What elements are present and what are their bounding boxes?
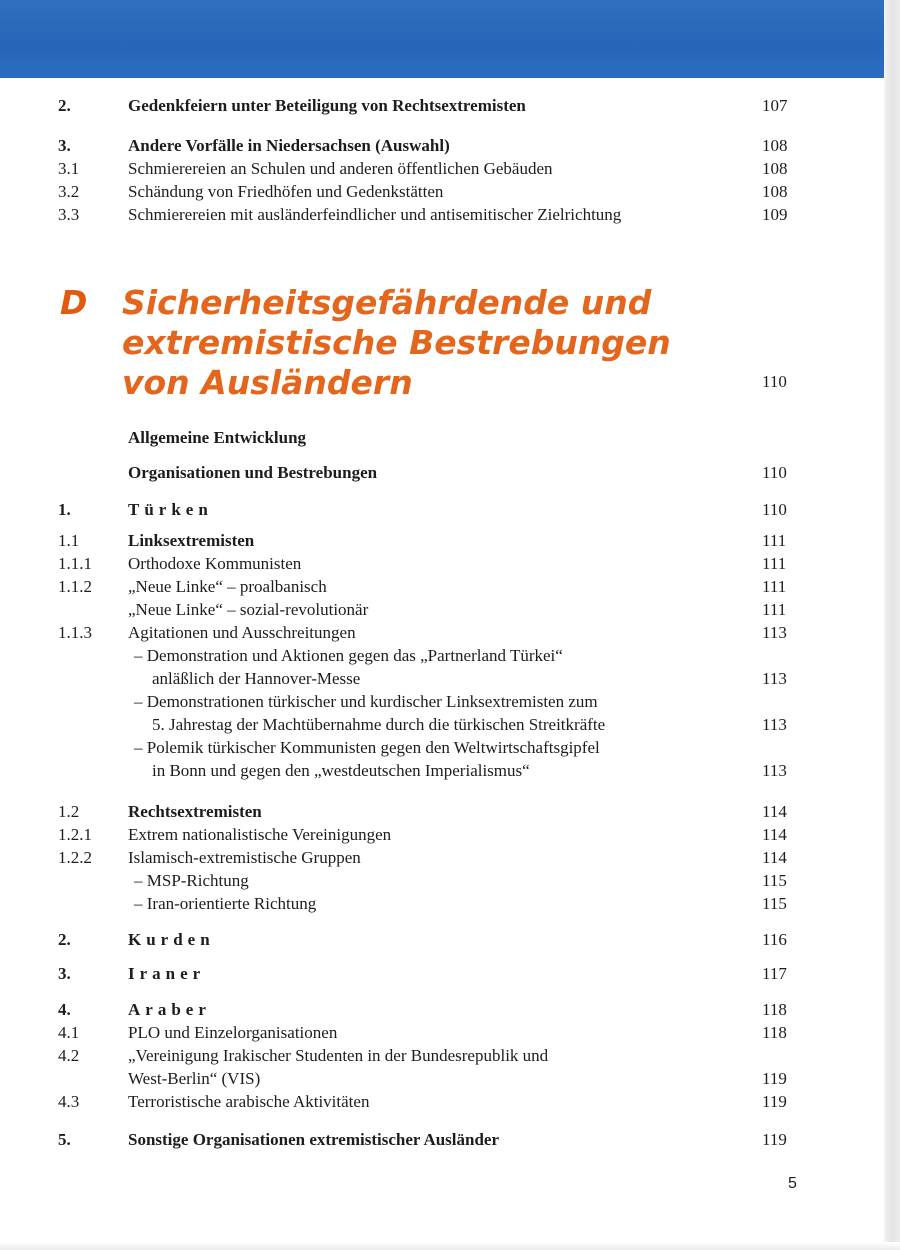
entry-title: Schmierereien mit ausländerfeindlicher und antisemitischer Zielrichtung	[128, 205, 622, 224]
entry-page: 108	[762, 136, 788, 155]
toc-entry	[0, 962, 900, 986]
entry-title: Andere Vorfälle in Niedersachsen (Auswahl)	[128, 136, 450, 155]
entry-title: Schändung von Friedhöfen und Gedenkstätten	[128, 182, 444, 201]
entry-number: 2.	[58, 96, 71, 115]
entry-page: 117	[762, 964, 787, 983]
toc-entry	[0, 426, 900, 450]
toc-entry	[0, 800, 900, 824]
toc-entry	[0, 998, 900, 1022]
toc-entry	[0, 846, 900, 870]
entry-page: 108	[762, 159, 788, 178]
entry-title: Organisationen und Bestrebungen	[128, 463, 378, 482]
entry-title: – Polemik türkischer Kommunisten gegen den Weltwirtschaftsgipfel	[134, 738, 600, 757]
entry-page: 119	[762, 1092, 787, 1111]
toc-entry	[0, 892, 900, 916]
toc-entry	[0, 203, 900, 227]
toc-entry	[0, 157, 900, 181]
entry-title: – Demonstration und Aktionen gegen das „Partnerland Türkei“	[134, 646, 563, 665]
entry-title: – Iran-orientierte Richtung	[134, 894, 317, 913]
toc-entry	[0, 713, 900, 737]
entry-title: Agitationen und Ausschreitungen	[128, 623, 356, 642]
entry-page: 115	[762, 871, 787, 890]
entry-number: 2.	[58, 930, 71, 949]
entry-title: – Demonstrationen türkischer und kurdischer Linksextremisten zum	[134, 692, 598, 711]
toc-entry	[0, 823, 900, 847]
entry-page: 107	[762, 96, 788, 115]
entry-page: 119	[762, 1069, 787, 1088]
entry-page: 114	[762, 848, 787, 867]
toc-entry	[0, 1128, 900, 1152]
entry-page: 110	[762, 500, 787, 519]
entry-title: Linksextremisten	[128, 531, 255, 550]
section-page: 110	[762, 372, 787, 391]
entry-page: 111	[762, 600, 787, 619]
entry-title: Rechtsextremisten	[128, 802, 262, 821]
entry-page: 114	[762, 802, 787, 821]
entry-page: 118	[762, 1023, 787, 1042]
entry-title: Araber	[128, 1000, 211, 1019]
entry-title: Terroristische arabische Aktivitäten	[128, 1092, 370, 1111]
entry-title: – MSP-Richtung	[134, 871, 249, 890]
entry-page: 114	[762, 825, 787, 844]
toc-entry	[0, 1090, 900, 1114]
toc-entry	[0, 180, 900, 204]
entry-page: 113	[762, 623, 787, 642]
entry-number: 4.2	[58, 1046, 80, 1065]
section-title-line-2: extremistische Bestrebungen	[122, 323, 671, 362]
entry-number: 4.	[58, 1000, 71, 1019]
entry-title: „Vereinigung Irakischer Studenten in der Bundesrepublik und	[128, 1046, 549, 1065]
entry-title: West-Berlin“ (VIS)	[128, 1069, 261, 1088]
entry-title: Kurden	[128, 930, 215, 949]
toc-entry	[0, 1044, 900, 1068]
entry-page: 113	[762, 669, 787, 688]
entry-number: 1.1	[58, 531, 80, 550]
entry-title: Islamisch-extremistische Gruppen	[128, 848, 361, 867]
entry-number: 3.2	[58, 182, 80, 201]
toc-entry	[0, 690, 900, 714]
entry-number: 1.2.1	[58, 825, 92, 844]
entry-number: 1.1.2	[58, 577, 92, 596]
entry-number: 1.1.3	[58, 623, 92, 642]
entry-number: 3.1	[58, 159, 80, 178]
toc-entry	[0, 575, 900, 599]
entry-title: Sonstige Organisationen extremistischer Ausländer	[128, 1130, 500, 1149]
entry-page: 108	[762, 182, 788, 201]
entry-number: 3.3	[58, 205, 80, 224]
entry-title: PLO und Einzelorganisationen	[128, 1023, 338, 1042]
entry-page: 115	[762, 894, 787, 913]
toc-entry	[0, 667, 900, 691]
section-letter: D	[60, 283, 88, 322]
entry-number: 1.1.1	[58, 554, 92, 573]
toc-entry	[0, 759, 900, 783]
entry-number: 3.	[58, 136, 71, 155]
toc-entry	[0, 644, 900, 668]
toc-entry	[0, 529, 900, 553]
toc-entry	[0, 928, 900, 952]
entry-title: „Neue Linke“ – proalbanisch	[128, 577, 327, 596]
toc-entry	[0, 552, 900, 576]
entry-title: „Neue Linke“ – sozial-revolutionär	[128, 600, 369, 619]
entry-page: 111	[762, 531, 787, 550]
toc-entry	[0, 461, 900, 485]
entry-title: 5. Jahrestag der Machtübernahme durch die türkischen Streitkräfte	[152, 715, 606, 734]
section-title-line-1: Sicherheitsgefährdende und	[122, 283, 652, 322]
toc-entry	[0, 598, 900, 622]
entry-page: 113	[762, 761, 787, 780]
entry-title: anläßlich der Hannover-Messe	[152, 669, 361, 688]
entry-number: 4.1	[58, 1023, 80, 1042]
toc-entry	[0, 736, 900, 760]
page-bottom-edge	[0, 1242, 900, 1250]
entry-number: 1.	[58, 500, 71, 519]
entry-title: Extrem nationalistische Vereinigungen	[128, 825, 392, 844]
toc-entry	[0, 134, 900, 158]
entry-title: in Bonn und gegen den „westdeutschen Imperialismus“	[152, 761, 530, 780]
entry-page: 113	[762, 715, 787, 734]
entry-number: 3.	[58, 964, 71, 983]
toc-entry	[0, 621, 900, 645]
toc-entry	[0, 498, 900, 522]
entry-title: Allgemeine Entwicklung	[128, 428, 307, 447]
entry-title: Türken	[128, 500, 213, 519]
entry-page: 116	[762, 930, 787, 949]
entry-number: 1.2	[58, 802, 80, 821]
entry-page: 110	[762, 463, 787, 482]
entry-page: 109	[762, 205, 788, 224]
entry-number: 4.3	[58, 1092, 80, 1111]
entry-page: 111	[762, 577, 787, 596]
entry-title: Orthodoxe Kommunisten	[128, 554, 302, 573]
page-number: 5	[788, 1175, 797, 1192]
entry-page: 118	[762, 1000, 787, 1019]
entry-number: 1.2.2	[58, 848, 92, 867]
entry-page: 119	[762, 1130, 787, 1149]
section-title-line-3: von Ausländern	[122, 363, 413, 402]
entry-title: Gedenkfeiern unter Beteiligung von Rechtsextremisten	[128, 96, 526, 115]
top-color-band	[0, 0, 884, 78]
entry-number: 5.	[58, 1130, 71, 1149]
toc-entry	[0, 1067, 900, 1091]
toc-entry	[0, 869, 900, 893]
entry-title: Schmierereien an Schulen und anderen öffentlichen Gebäuden	[128, 159, 553, 178]
toc-entry	[0, 94, 900, 118]
entry-page: 111	[762, 554, 787, 573]
toc-entry	[0, 1021, 900, 1045]
entry-title: Iraner	[128, 964, 206, 983]
